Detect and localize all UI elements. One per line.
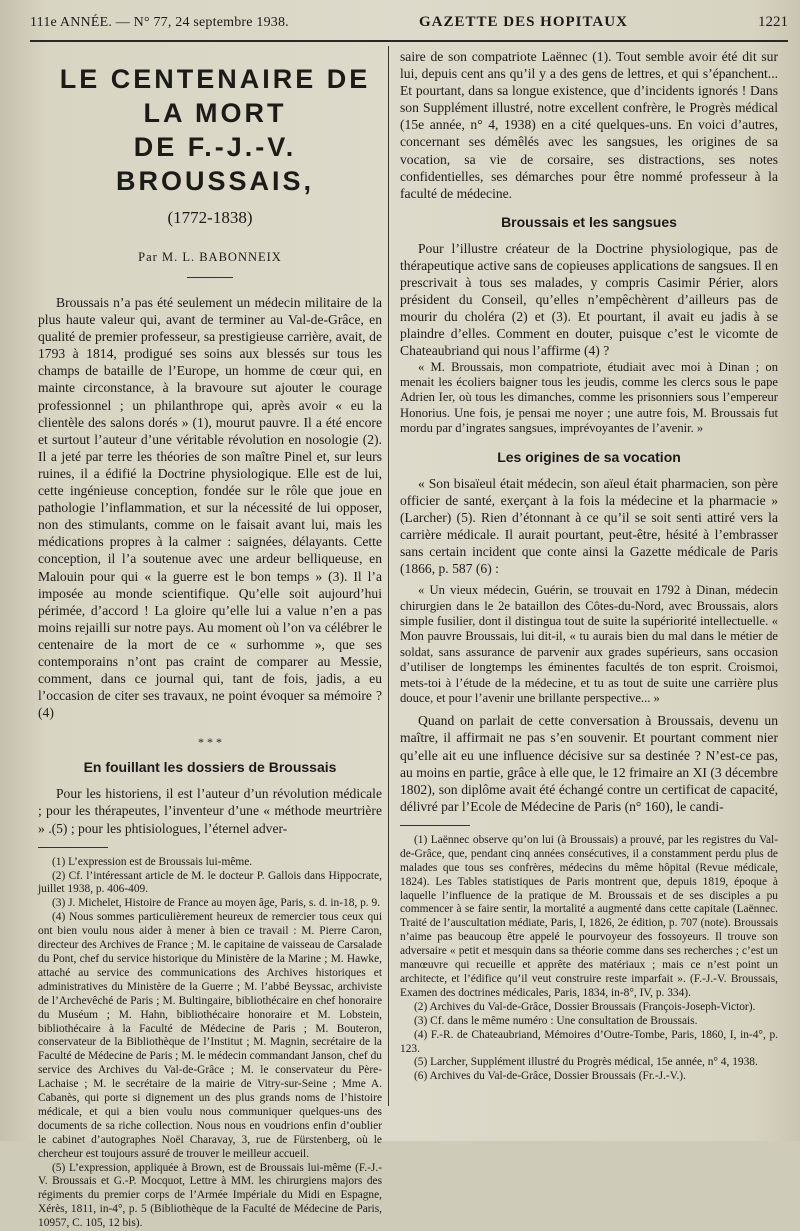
- section-title-dossiers: En fouillant les dossiers de Broussais: [83, 759, 337, 776]
- left-column: [38, 48, 382, 1231]
- section-vocation-text: « Son bisaïeul était médecin, son aïeul était pharmacien, son père officier de santé, exerçant à la fois la médecine et la pharmacie » (Larcher) (5). Rien d’étonnant à ce qu’il se soit senti attiré vers la carrière médicale. Il aurait pourtant, peut-être, hésité à l’embrasser sans certain incident que conte ainsi la Gazette médicale de Paris (1866, p. 587 (6) :: [400, 475, 778, 576]
- footnote-right-6: (6) Archives du Val-de-Grâce, Dossier Broussais (Fr.-J.-V.).: [414, 1070, 686, 1083]
- footnote-left-5: (5) L’expression, appliquée à Brown, est de Broussais lui-même (F.-J.-V. Broussais et G.-P. Mocquot, Lettre à MM. les chirurgiens majors des régiments du premier corps de l’Armée Impériale du Midi en Espagne, Xérès, 1811, in-4°, p. 5 (Bibliothèque de la Faculté de Médecine de Paris, 10957, C. 105, 12 bis).: [38, 1161, 382, 1230]
- section-title-vocation: Les origines de sa vocation: [497, 448, 681, 465]
- footnote-right-1: (1) Laënnec observe qu’on lui (à Broussais) a prouvé, par les registres du Val-de-Grâce, que, pendant cinq années consécutives, il a constamment perdu plus de malades que tous ses confrères, médecins du même hôpital (Revue médicale, 1824). Les Tables statistiques de Paris montrent que, depuis 1819, époque à laquelle l’influence de la pratique de M. Broussais et de ses disciples a pu commencer à se faire sentir, la mortalité a augmenté dans cette capitale (Laënnec. Traité de l’auscultation médiate, Paris, I, 1826, 2e édition, p. 707 (note). Broussais n’aime pas beaucoup être appelé le pourvoyeur des fossoyeurs. Il trouve son adversaire « petit et mesquin dans sa théorie comme dans ses recherches ; c’est un manœuvre qui recueille et apprête des matériaux ; mais ce n’est point un architecte, et l’édifice qu’il veut construire reste imparfait ». (F.-J.-V. Broussais, Examen des doctrines médicales, Paris, 1834, in-8°, IV, p. 334).: [400, 833, 778, 999]
- guerin-quote: « Un vieux médecin, Guérin, se trouvait en 1792 à Dinan, médecin chirurgien dans le 2e bataillon des Côtes-du-Nord, avec Broussais, alors simple fusilier, dont il distingua tout de suite la supériorité intellectuelle. « Mon pauvre Broussais, lui dit-il, « tu aurais bien du mal dans le métier de soldat, sans assurance de parvenir aux grades supérieurs, sans occasion d’utiliser de longtemps les éminentes facultés de ton esprit. Croismoi, mets-toi à l’étude de la médecine, et tu as tout de suite une carrière plus douce, et pour l’avenir une brillante perspective... »: [400, 583, 778, 705]
- issue-info: 111e ANNÉE. — N° 77, 24 septembre 1938.: [30, 15, 289, 30]
- footnote-right-4: (4) F.-R. de Chateaubriand, Mémoires d’Outre-Tombe, Paris, 1860, I, in-4°, p. 123.: [400, 1028, 778, 1055]
- section-title-sangsues: Broussais et les sangsues: [501, 213, 677, 230]
- section-vocation-text-2: Quand on parlait de cette conversation à Broussais, devenu un maître, il affirmait ne pas s’en souvenir. Et pourtant comment nier qu’elle ait eu une influence décisive sur sa destinée ? N’est-ce pas, au moins en partie, grâce à elle que, le 12 frimaire an XI (3 décembre 1802), son diplôme avait été échangé contre un certificat de capacité, délivré par l’Ecole de Médecine de Paris (n° 160), le candi-: [400, 713, 778, 814]
- column-divider: [388, 46, 389, 1106]
- section-sangsues-text: Pour l’illustre créateur de la Doctrine physiologique, pas de thérapeutique active sans de copieuses applications de sangsues. Il en prescrivait à tous ses malades, y compris Casimir Périer, alors président du Conseil, qu’elles n’empêchèrent d’ailleurs pas de mourir du choléra (2) et (3). Et pourtant, il avait eu jadis à se plaindre d’elles. Comment en douter, puisque c’est le vicomte de Chateaubriand qui nous l’affirme (4) ?: [400, 240, 778, 359]
- footnote-rule-right: [400, 825, 470, 826]
- page-header: [30, 14, 788, 42]
- footnote-right-5: (5) Larcher, Supplément illustré du Progrès médical, 15e année, n° 4, 1938.: [414, 1056, 758, 1069]
- page-number: 1221: [757, 14, 788, 30]
- title-rule: [187, 277, 233, 278]
- article-dates: (1772-1838): [167, 208, 253, 227]
- footnote-left-1: (1) L’expression est de Broussais lui-même.: [52, 855, 253, 868]
- article-title-line1: LE CENTENAIRE DE LA MORT: [59, 64, 371, 128]
- article-title-line2: DE F.-J.-V. BROUSSAIS,: [115, 132, 315, 196]
- journal-title: GAZETTE DES HOPITAUX: [418, 14, 628, 30]
- article-author: Par M. L. BABONNEIX: [138, 250, 282, 264]
- chateaubriand-quote: « M. Broussais, mon compatriote, étudiait avec moi à Dinan ; on menait les écoliers baigner tous les jeudis, comme les clercs sous le pape Adrien Ier, où tous les dimanches, comme les prisonniers sous l’empereur Honorius. Une fois, je pensai me noyer ; une autre fois, M. Broussais fut mordu par d’ingrates sangsues, imprévoyantes de l’avenir. »: [400, 359, 778, 436]
- intro-paragraph: Broussais n’a pas été seulement un médecin militaire de la plus haute valeur qui, avant de terminer au Val-de-Grâce, en qualité de premier professeur, sa prestigieuse carrière, avait, de 1793 à 1814, prodigué ses soins aux blessés sur tous les champs de bataille de l’Europe, un homme de cœur qui, en mainte circonstance, à la bravoure sut ajouter le courage professionnel ; un philanthrope qui, après avoir « eu la clientèle des salons dorés » (1), mourut pauvre. Il a été encore et surtout l’auteur d’une véritable révolution en nosologie (2). Il a jeté par terre les théories de son maître Pinel et, sur leurs ruines, il a édifié la Doctrine physiologique. Elle est de lui, cette ingénieuse conception, fondée sur le rôle que joue en pathologie l’inflammation, et sur la nécessité de lui opposer, non des stimulants, comme on le faisait avant lui, mais les médications propres à la calmer : saignées, délayants. Cette conception, il l’a soutenue avec une ardeur belliqueuse, en Malouin pour qui « la guerre est le bon temps » (3). Il l’a imposée au monde scientifique. Qu’elle soit aujourd’hui périmée, d’accord ! La gloire qu’elle lui a value n’en a pas moins rejailli sur notre pays. Au moment où l’on va célébrer le centenaire de la mort de ce « surhomme », que ses contemporains n’ont pas craint de comparer au Messie, comment, dans ce journal qui, tant de fois, jadis, a eu l’occasion de citer ses travaux, ne point évoquer sa mémoire ? (4): [38, 295, 382, 721]
- section-stars: * * *: [198, 735, 222, 750]
- footnote-right-2: (2) Archives du Val-de-Grâce, Dossier Broussais (François-Joseph-Victor).: [414, 1000, 756, 1013]
- footnote-right-3: (3) Cf. dans le même numéro : Une consultation de Broussais.: [414, 1014, 698, 1027]
- right-intro-paragraph: saire de son compatriote Laënnec (1). Tout semble avoir été dit sur lui, depuis cent ans qu’il y a des gens de lettres, et qui s’épanchent... Et pourtant, dans sa longue existence, que d’incidents ignorés ! Dans son Supplément illustré, notre excellent confrère, le Progrès médical (15e année, n° 4, 1938) en a cité quelques-uns. En voici d’autres, concernant ses démêlés avec les sangsues, les origines de sa vocation, sa vie de corsaire, ses distractions, ses notes confidentielles, ses démarches pour être nommé professeur à la faculté de médecine.: [400, 49, 778, 201]
- section-dossiers-text: Pour les historiens, il est l’auteur d’un révolution médicale ; pour les thérapeutes, l’inventeur d’une « méthode meurtrière » .(5) ; pour les phtisiologues, l’éternel adver-: [38, 786, 382, 836]
- footnote-rule: [38, 847, 108, 848]
- footnote-left-4: (4) Nous sommes particulièrement heureux de remercier tous ceux qui ont bien voulu nous aider à mener à bien ce travail : M. Pierre Caron, directeur des Archives de France ; M. le capitaine de vaisseau de Carsalade du Pont, chef du service historique du Ministère de la Marine ; M. Hawke, attaché au service des communications des Archives historiques et administratives du Ministère de la Guerre ; M. l’abbé Beyssac, archiviste de l’Archevêché de Paris ; M. Bultingaire, bibliothécaire en chef honoraire du Muséum ; M. Hahn, bibliothécaire honoraire et M. Lobstein, bibliothécaire à la Faculté de Médecine de Paris ; M. Bouteron, conservateur de la Bibliothèque de l’Institut ; M. Magnin, secrétaire de la Faculté de Médecine de Paris ; M. le médecin commandant Janson, chef du service des Archives du Val-de-Grâce ; M. le conservateur du Père-Lachaise ; M. le secrétaire de la mairie de Vitry-sur-Seine ; Mme A. Cabanès, qui porte si dignement un des plus grands noms de l’histoire médicale, et qui a bien voulu nous communiquer quelques-uns des documents de sa riche collection. Nous nous en voudrions enfin d’oublier le cabinet d’autographes Noël Charavay, 3, rue de Fürstenberg, où le chercheur est toujours assuré de trouver le meilleur accueil.: [38, 911, 382, 1160]
- right-column: [400, 48, 778, 1084]
- footnote-left-3: (3) J. Michelet, Histoire de France au moyen âge, Paris, s. d. in-18, p. 9.: [52, 897, 381, 910]
- footnote-left-2: (2) Cf. l’intéressant article de M. le docteur P. Gallois dans Hippocrate, juillet 1938, p. 406-409.: [38, 869, 382, 896]
